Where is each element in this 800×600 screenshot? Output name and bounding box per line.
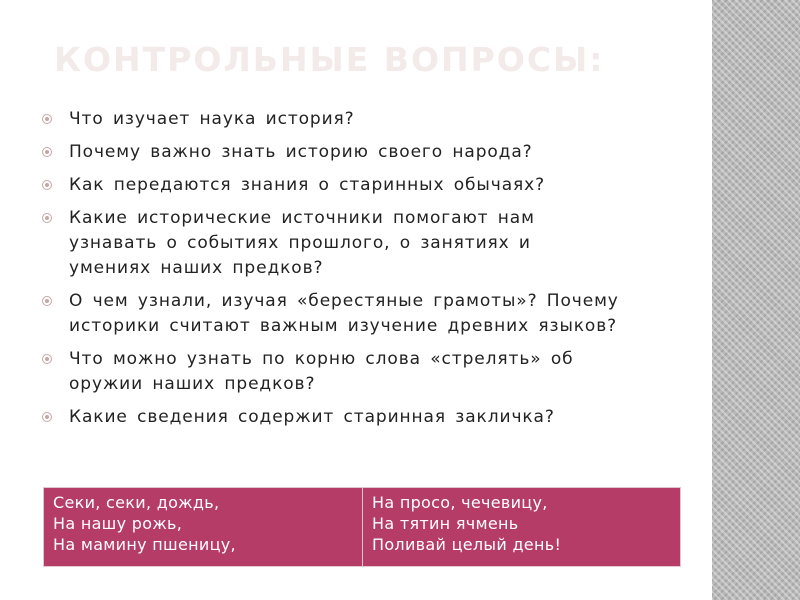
question-item (42, 173, 672, 198)
circle-bullet-icon (42, 412, 52, 422)
question-item (42, 206, 589, 281)
chant-line: На нашу рожь, (53, 514, 183, 533)
circle-bullet-icon (42, 354, 52, 364)
slide-title: КОНТРОЛЬНЫЕ ВОПРОСЫ: (54, 40, 605, 79)
chant-right-cell (363, 488, 681, 567)
circle-bullet-icon (42, 147, 52, 157)
question-text: Что изучает наука история? (69, 109, 355, 129)
question-text: Как передаются знания о старинных обычаях? (69, 175, 546, 195)
chant-left-cell (44, 488, 363, 567)
question-text: О чем узнали, изучая «берестяные грамоты»? Почему историки считают важным изучение древних языков? (69, 291, 619, 336)
question-text: Какие исторические источники помогают нам узнавать о событиях прошлого, о занятиях и умениях наших предков? (69, 208, 535, 278)
circle-bullet-icon (42, 296, 52, 306)
chant-line: На тятин ячмень (372, 514, 519, 533)
question-text: Почему важно знать историю своего народа? (69, 142, 533, 162)
circle-bullet-icon (42, 180, 52, 190)
question-text: Какие сведения содержит старинная закличка? (69, 407, 555, 427)
question-item (42, 140, 672, 165)
question-item (42, 289, 672, 339)
question-item (42, 107, 672, 132)
circle-bullet-icon (42, 213, 52, 223)
question-list (42, 107, 672, 438)
chant-line: Поливай целый день! (372, 535, 562, 554)
decorative-side-stripe (712, 0, 800, 600)
chant-line: На просо, чечевицу, (372, 493, 548, 512)
chant-line: Секи, секи, дождь, (53, 493, 220, 512)
question-text: Что можно узнать по корню слова «стрелять» об оружии наших предков? (69, 349, 574, 394)
circle-bullet-icon (42, 114, 52, 124)
question-item (42, 347, 629, 397)
chant-row (44, 488, 681, 567)
question-item (42, 405, 672, 430)
chant-line: На мамину пшеницу, (53, 535, 236, 554)
chant-table (43, 487, 681, 567)
